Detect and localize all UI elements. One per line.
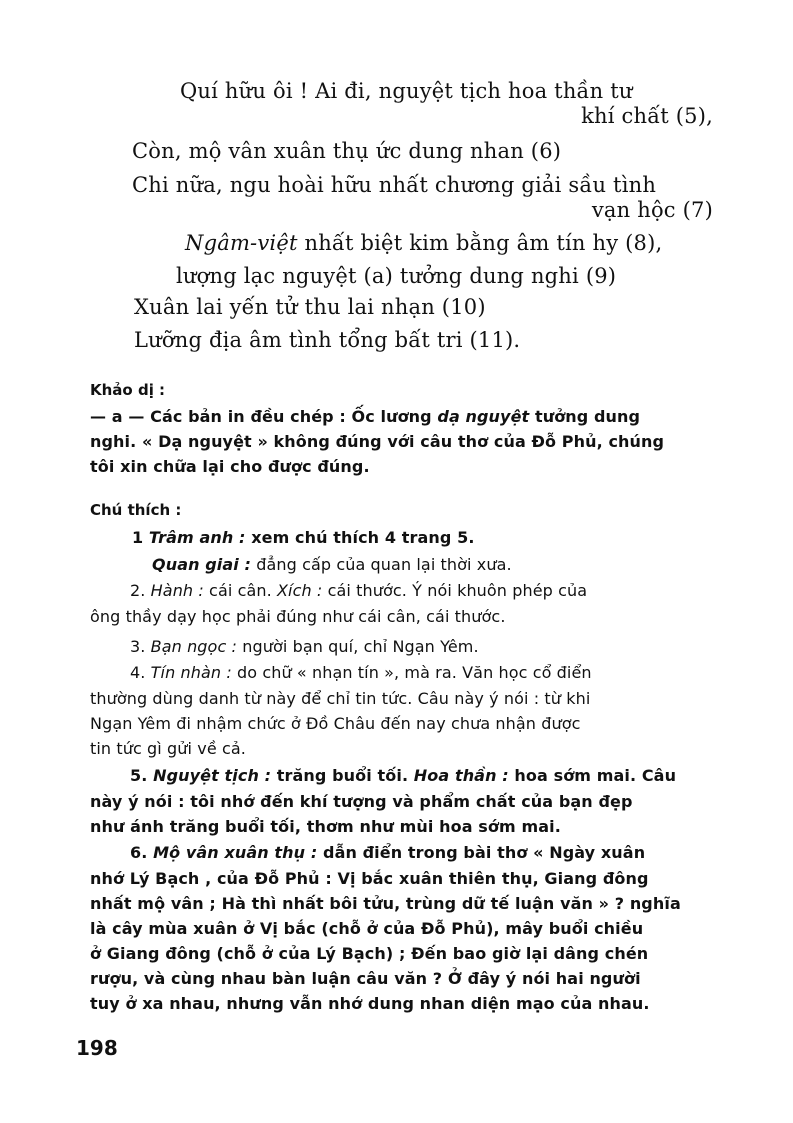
- note-2: 2. Hành : cái cân. Xích : cái thước. Ý nói khuôn phép của: [130, 581, 588, 600]
- khao-di-line-2: nghi. « Dạ nguyệt » không đúng với câu thơ của Đỗ Phủ, chúng: [90, 432, 665, 451]
- poem-line-4: [185, 230, 662, 256]
- poem-line-1-continuation: khí chất (5),: [581, 104, 713, 128]
- poem-line-4-rest: nhất biệt kim bằng âm tín hy (8),: [297, 231, 663, 255]
- poem-line-5: lượng lạc nguyệt (a) tưởng dung nghi (9): [176, 264, 617, 288]
- note-6: 6. Mộ vân xuân thụ : dẫn điển trong bài thơ « Ngày xuân: [130, 843, 646, 862]
- khao-di-line-1: — a — Các bản in đều chép : Ốc lương dạ nguyệt tưởng dung: [90, 407, 641, 426]
- poem-line-2: Còn, mộ vân xuân thụ ức dung nhan (6): [132, 139, 562, 163]
- khao-di-heading: Khảo dị :: [90, 381, 166, 399]
- note-4-line-3: Ngạn Yêm đi nhậm chức ở Đồ Châu đến nay chưa nhận được: [90, 714, 581, 733]
- note-2-line-2: ông thầy dạy học phải đúng như cái cân, cái thước.: [90, 607, 506, 626]
- khao-di-line-3: tôi xin chữa lại cho được đúng.: [90, 457, 370, 476]
- poem-line-1: Quí hữu ôi ! Ai đi, nguyệt tịch hoa thần tư: [180, 79, 633, 103]
- note-6-line-5: ở Giang đông (chỗ ở của Lý Bạch) ; Đến bao giờ lại dâng chén: [90, 944, 649, 963]
- note-6-line-7: tuy ở xa nhau, nhưng vẫn nhớ dung nhan diện mạo của nhau.: [90, 994, 650, 1013]
- page-number: 198: [76, 1036, 118, 1060]
- note-6-line-3: nhất mộ vân ; Hà thì nhất bôi tửu, trùng dữ tế luận văn » ? nghĩa: [90, 894, 681, 913]
- note-4: 4. Tín nhàn : do chữ « nhạn tín », mà ra. Văn học cổ điển: [130, 663, 592, 682]
- note-4-line-2: thường dùng danh từ này để chỉ tin tức. Câu này ý nói : từ khi: [90, 689, 591, 708]
- note-6-line-4: là cây mùa xuân ở Vị bắc (chỗ ở của Đỗ Phủ), mây buổi chiều: [90, 919, 644, 938]
- note-5: 5. Nguyệt tịch : trăng buổi tối. Hoa thần : hoa sớm mai. Câu: [130, 766, 677, 785]
- poem-line-4-italic: Ngâm-việt: [185, 231, 298, 255]
- note-6-line-2: nhớ Lý Bạch , của Đỗ Phủ : Vị bắc xuân thiên thụ, Giang đông: [90, 869, 649, 888]
- poem-line-3: Chi nữa, ngu hoài hữu nhất chương giải sầu tình: [132, 173, 657, 197]
- poem-line-7: Lưỡng địa âm tình tổng bất tri (11).: [134, 328, 521, 352]
- note-1b: Quan giai : đẳng cấp của quan lại thời xưa.: [152, 555, 512, 574]
- poem-line-3-continuation: vạn hộc (7): [591, 198, 713, 222]
- note-4-line-4: tin tức gì gửi về cả.: [90, 739, 246, 758]
- note-6-line-6: rượu, và cùng nhau bàn luận câu văn ? Ở đây ý nói hai người: [90, 969, 641, 988]
- note-1a: 1 Trâm anh : xem chú thích 4 trang 5.: [132, 528, 475, 547]
- poem-line-6: Xuân lai yến tử thu lai nhạn (10): [134, 295, 486, 319]
- note-3: 3. Bạn ngọc : người bạn quí, chỉ Ngạn Yêm.: [130, 637, 479, 656]
- chu-thich-heading: Chú thích :: [90, 501, 182, 519]
- note-5-line-2: này ý nói : tôi nhớ đến khí tượng và phẩm chất của bạn đẹp: [90, 792, 633, 811]
- note-5-line-3: như ánh trăng buổi tối, thơm như mùi hoa sớm mai.: [90, 817, 561, 836]
